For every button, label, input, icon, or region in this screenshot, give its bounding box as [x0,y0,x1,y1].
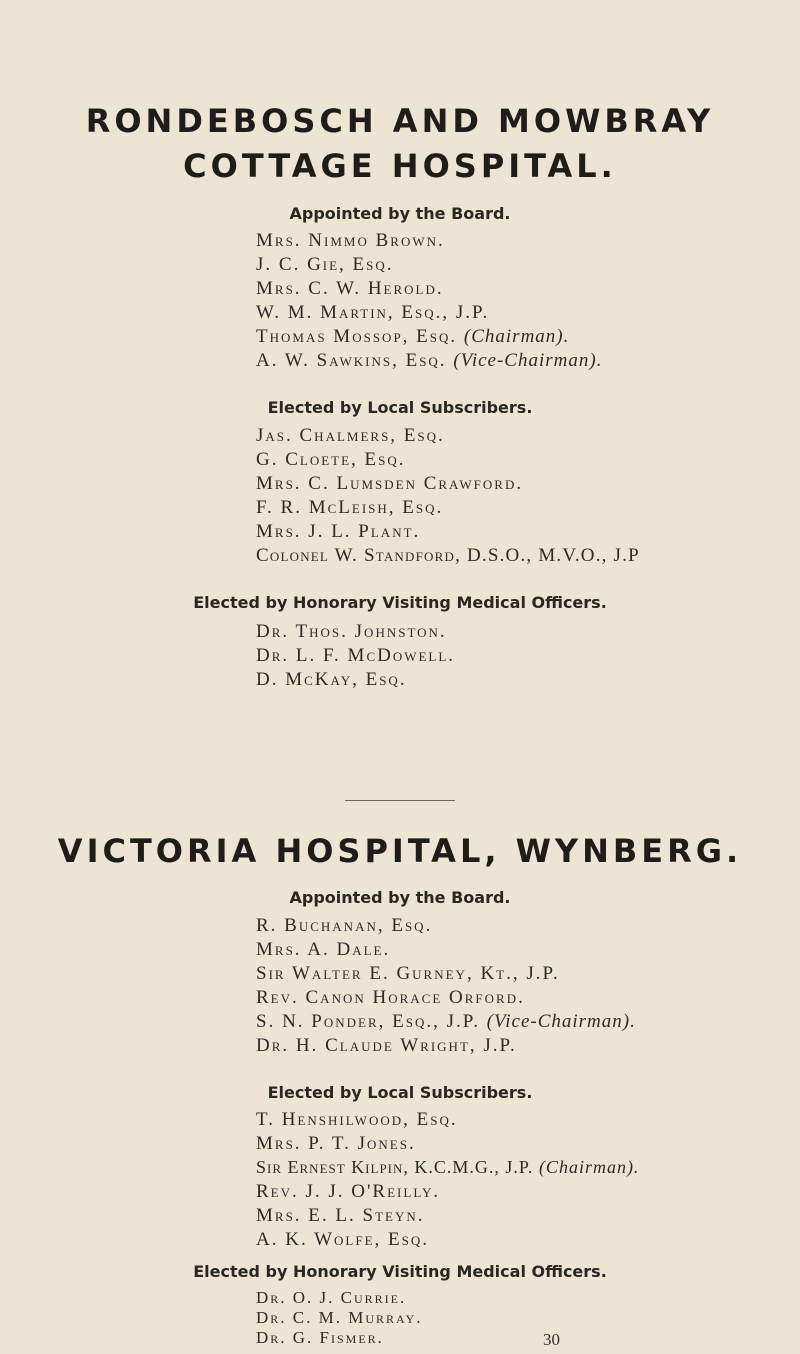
victoria-board-member: Rev. Canon Horace Orford. [256,987,525,1008]
rondebosch-subscriber: Mrs. C. Lumsden Crawford. [256,473,524,494]
member-role: (Vice-Chairman). [453,350,603,371]
member-role: (Vice-Chairman). [486,1011,636,1032]
section-divider [345,800,455,801]
rondebosch-subscribers-heading: Elected by Local Subscribers. [267,398,533,417]
member-role: (Chairman). [463,326,570,347]
victoria-board-member: S. N. Ponder, Esq., J.P. (Vice-Chairman). [256,1011,636,1032]
rondebosch-board-member: Mrs. Nimmo Brown. [256,230,445,251]
victoria-board-member: R. Buchanan, Esq. [256,915,433,936]
page-number: 30 [543,1330,560,1349]
victoria-subscribers-heading: Elected by Local Subscribers. [267,1083,533,1102]
rondebosch-board-heading: Appointed by the Board. [289,204,511,223]
victoria-board-member: Dr. H. Claude Wright, J.P. [256,1035,517,1056]
rondebosch-board-member: Mrs. C. W. Herold. [256,278,444,299]
victoria-medical-heading: Elected by Honorary Visiting Medical Officers. [193,1262,607,1281]
rondebosch-subscriber: F. R. McLeish, Esq. [256,497,444,518]
rondebosch-board-member: A. W. Sawkins, Esq. (Vice-Chairman). [256,350,603,371]
rondebosch-subscriber: Colonel W. Standford, D.S.O., M.V.O., J.P [256,545,640,566]
rondebosch-board-member: J. C. Gie, Esq. [256,254,394,275]
victoria-medical-officer: Dr. C. M. Murray. [256,1308,423,1327]
rondebosch-subscriber: Jas. Chalmers, Esq. [256,425,445,446]
rondebosch-title-line2: COTTAGE HOSPITAL. [183,147,617,185]
victoria-medical-officer: Dr. G. Fismer. [256,1328,384,1347]
victoria-subscriber: Mrs. P. T. Jones. [256,1133,416,1154]
victoria-subscriber: T. Henshilwood, Esq. [256,1109,458,1130]
rondebosch-medical-officer: Dr. L. F. McDowell. [256,645,456,666]
victoria-subscriber: A. K. Wolfe, Esq. [256,1229,430,1250]
rondebosch-subscriber: Mrs. J. L. Plant. [256,521,421,542]
victoria-subscriber: Sir Ernest Kilpin, K.C.M.G., J.P. (Chairman). [256,1157,640,1177]
victoria-subscriber: Mrs. E. L. Steyn. [256,1205,425,1226]
victoria-subscriber: Rev. J. J. O'Reilly. [256,1181,441,1202]
victoria-title: VICTORIA HOSPITAL, WYNBERG. [57,832,743,870]
rondebosch-medical-officer: Dr. Thos. Johnston. [256,621,447,642]
rondebosch-medical-heading: Elected by Honorary Visiting Medical Officers. [193,593,607,612]
rondebosch-board-member: Thomas Mossop, Esq. (Chairman). [256,326,570,347]
victoria-board-member: Sir Walter E. Gurney, Kt., J.P. [256,963,560,984]
rondebosch-board-member: W. M. Martin, Esq., J.P. [256,302,490,323]
rondebosch-title-line1: RONDEBOSCH AND MOWBRAY [85,102,715,140]
victoria-board-heading: Appointed by the Board. [289,888,511,907]
victoria-board-member: Mrs. A. Dale. [256,939,391,960]
victoria-medical-officer: Dr. O. J. Currie. [256,1288,407,1307]
rondebosch-medical-officer: D. McKay, Esq. [256,669,407,690]
rondebosch-subscriber: G. Cloete, Esq. [256,449,406,470]
member-role: (Chairman). [538,1157,640,1177]
